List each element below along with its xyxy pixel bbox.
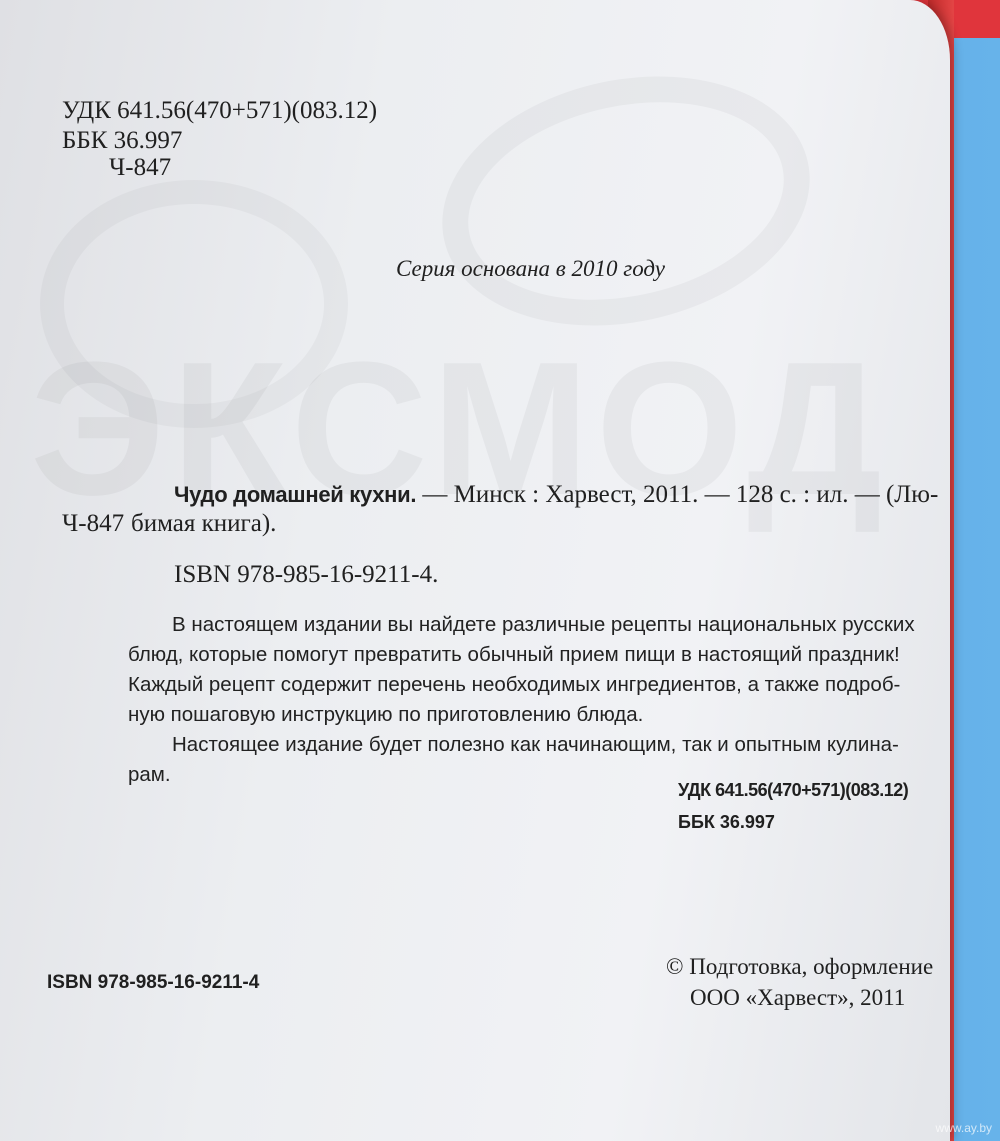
annotation-paragraph	[128, 610, 938, 790]
entry-author-code: Ч-847	[62, 510, 125, 537]
copyright-line1: © Подготовка, оформление	[666, 954, 934, 979]
annotation-line: Каждый рецепт содержит перечень необходимых ингредиентов, а также подроб-	[128, 673, 901, 696]
bbk-code: ББК 36.997	[62, 127, 183, 154]
show-through-logo-ring	[40, 180, 348, 428]
footer-udk-code: УДК 641.56(470+571)(083.12)	[678, 780, 909, 800]
annotation-line: ную пошаговую инструкцию по приготовлению блюда.	[128, 703, 644, 726]
footer-bbk-code: ББК 36.997	[678, 812, 775, 832]
bibliographic-entry-line2: бимая книга).	[131, 510, 277, 537]
annotation-line: В настоящем издании вы найдете различные рецепты национальных русских	[172, 613, 915, 636]
copyright-line2: ООО «Харвест», 2011	[690, 985, 906, 1010]
publication-details: — Минск : Харвест, 2011. — 128 с. : ил. — (Лю-	[416, 481, 939, 508]
udk-code: УДК 641.56(470+571)(083.12)	[62, 97, 378, 124]
isbn-entry: ISBN 978-985-16-9211-4.	[174, 561, 439, 588]
annotation-line: рам.	[128, 763, 171, 786]
bibliographic-entry-line1	[174, 482, 938, 507]
site-watermark: www.ay.by	[935, 1121, 992, 1135]
isbn-bottom: ISBN 978-985-16-9211-4	[47, 972, 260, 993]
author-code: Ч-847	[109, 154, 172, 181]
annotation-line: блюд, которые помогут превратить обычный прием пищи в настоящий праздник!	[128, 643, 900, 666]
show-through-logo-ring	[419, 44, 833, 358]
series-note: Серия основана в 2010 году	[396, 256, 665, 281]
annotation-line: Настоящее издание будет полезно как начинающим, так и опытным кулина-	[172, 733, 899, 756]
book-title: Чудо домашней кухни.	[174, 482, 417, 507]
